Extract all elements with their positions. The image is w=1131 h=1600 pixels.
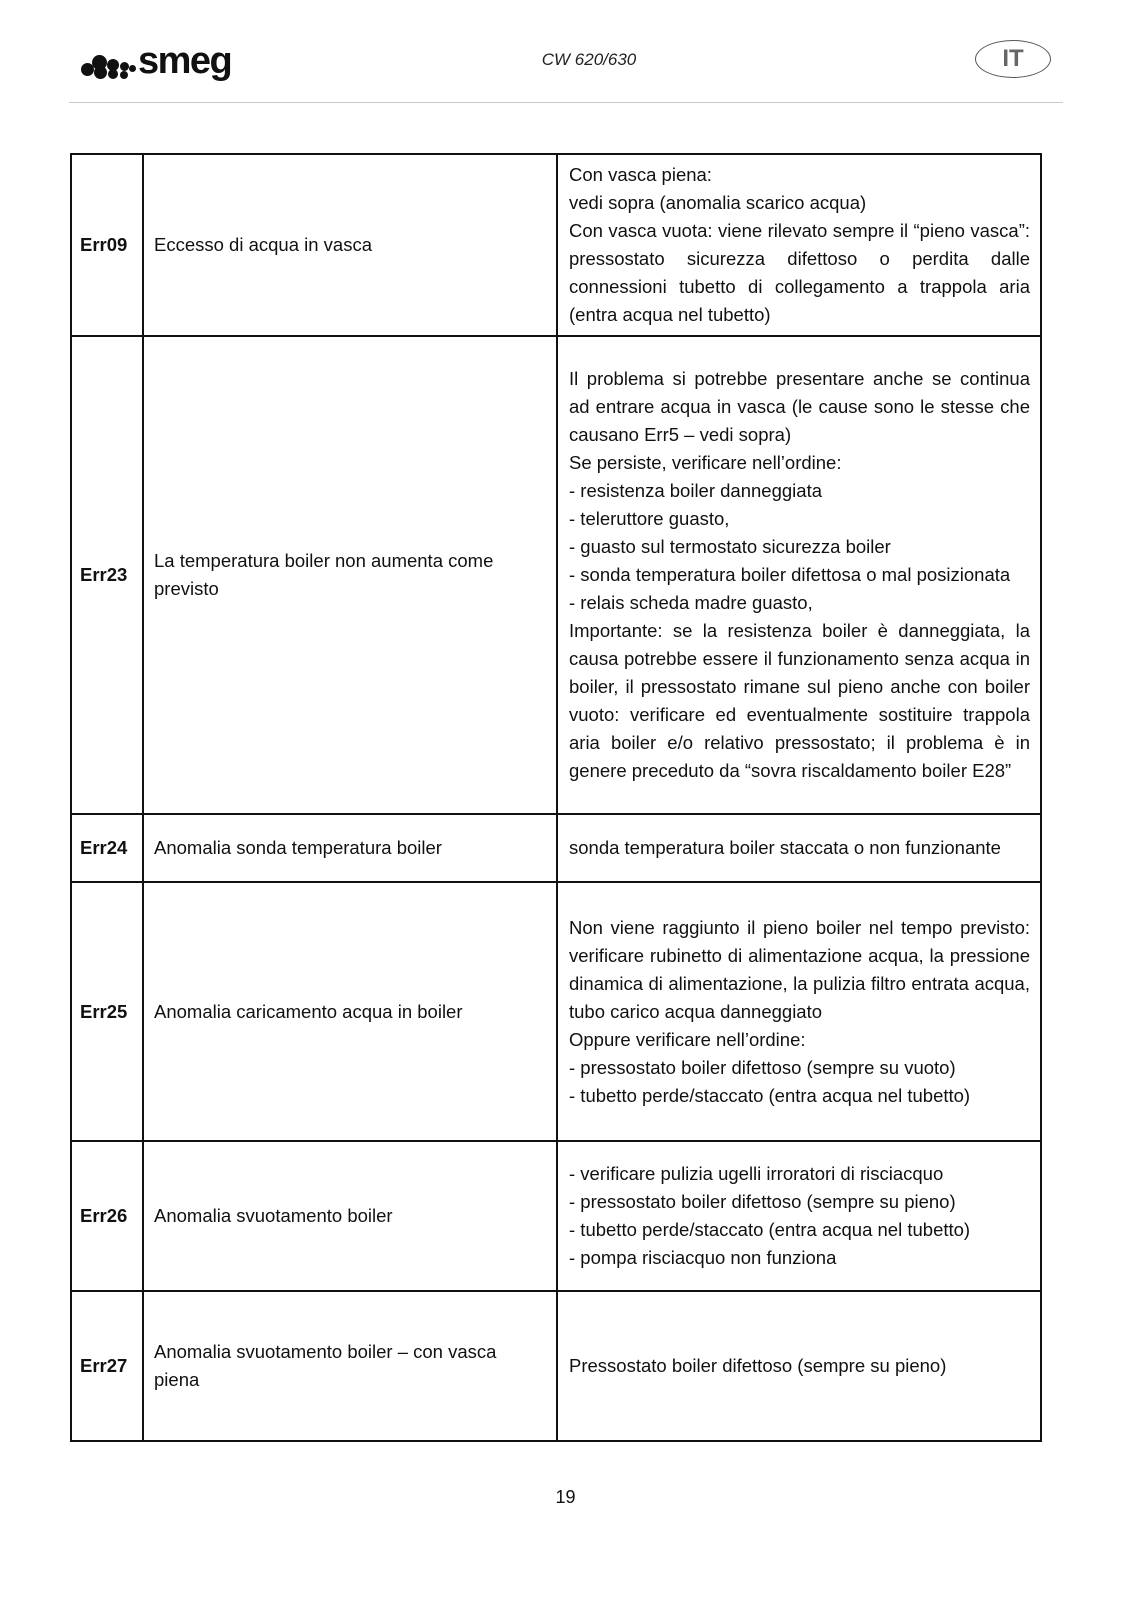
detail-line: - resistenza boiler danneggiata xyxy=(569,480,822,501)
detail-line: Il problema si potrebbe presentare anche se continua ad entrare acqua in vasca (le cause sono le stesse che causano Err5 – vedi sopra) xyxy=(569,368,1030,445)
page-number: 19 xyxy=(555,1487,576,1507)
detail-line: - pompa risciacquo non funziona xyxy=(569,1247,837,1268)
detail-line: - tubetto perde/staccato (entra acqua nel tubetto) xyxy=(569,1084,971,1106)
detail-line: - pressostato boiler difettoso (sempre su pieno) xyxy=(569,1191,956,1212)
table-row xyxy=(71,336,1041,814)
error-code: Err26 xyxy=(71,1141,143,1291)
detail-line: sonda temperatura boiler staccata o non funzionante xyxy=(569,837,1001,858)
detail-line: vedi sopra (anomalia scarico acqua) xyxy=(569,192,867,213)
error-details xyxy=(557,882,1041,1141)
error-details xyxy=(557,336,1041,814)
detail-line: Non viene raggiunto il pieno boiler nel tempo previsto: verificare rubinetto di alimentazione acqua, la pressione dinamica di alimentazione, la pulizia filtro entrata acqua, tubo carico acqua danneggiato xyxy=(569,916,1030,1022)
brand-name: smeg xyxy=(138,40,232,82)
smeg-logo xyxy=(81,40,232,84)
detail-line: Con vasca piena: xyxy=(569,164,712,185)
detail-line: - sonda temperatura boiler difettosa o mal posizionata xyxy=(569,564,1011,585)
error-details xyxy=(557,814,1041,882)
error-code: Err27 xyxy=(71,1291,143,1441)
error-details xyxy=(557,154,1041,336)
logo-dots-icon xyxy=(81,47,137,81)
detail-line: Se persiste, verificare nell’ordine: xyxy=(569,452,842,473)
detail-line: - tubetto perde/staccato (entra acqua nel tubetto) xyxy=(569,1219,971,1240)
detail-line: Oppure verificare nell’ordine: xyxy=(569,1028,806,1050)
error-code: Err23 xyxy=(71,336,143,814)
error-description: Eccesso di acqua in vasca xyxy=(143,154,557,336)
error-description: Anomalia sonda temperatura boiler xyxy=(143,814,557,882)
detail-line: Pressostato boiler difettoso (sempre su pieno) xyxy=(569,1355,947,1376)
detail-line: - pressostato boiler difettoso (sempre su vuoto) xyxy=(569,1056,956,1078)
error-table xyxy=(70,153,1042,1442)
error-details xyxy=(557,1141,1041,1291)
detail-line: Con vasca vuota: viene rilevato sempre il “pieno vasca”: pressostato sicurezza difettoso o perdita dalle connessioni tubetto di collegamento a trappola aria (entra acqua nel tubetto) xyxy=(569,220,1030,325)
model-number: CW 620/630 xyxy=(541,50,637,69)
table-row xyxy=(71,154,1041,336)
detail-line: - guasto sul termostato sicurezza boiler xyxy=(569,536,891,557)
error-description: Anomalia svuotamento boiler xyxy=(143,1141,557,1291)
table-row xyxy=(71,1291,1041,1441)
table-row xyxy=(71,882,1041,1141)
detail-line: Importante: se la resistenza boiler è danneggiata, la causa potrebbe essere il funzionamento senza acqua in boiler, il pressostato rimane sul pieno anche con boiler vuoto: verificare ed eventualmente sostituire trappola aria boiler e/o relativo pressostato; il problema è in genere preceduto da “sovra riscaldamento boiler E28” xyxy=(569,620,1030,781)
error-details xyxy=(557,1291,1041,1441)
header-divider xyxy=(69,102,1063,103)
detail-line: - relais scheda madre guasto, xyxy=(569,592,813,613)
table-row xyxy=(71,1141,1041,1291)
detail-line: - verificare pulizia ugelli irroratori di risciacquo xyxy=(569,1163,944,1184)
error-description: La temperatura boiler non aumenta come previsto xyxy=(143,336,557,814)
error-code: Err25 xyxy=(71,882,143,1141)
error-description: Anomalia caricamento acqua in boiler xyxy=(143,882,557,1141)
error-code: Err09 xyxy=(71,154,143,336)
detail-line: - teleruttore guasto, xyxy=(569,508,730,529)
language-badge: IT xyxy=(975,40,1051,78)
error-code: Err24 xyxy=(71,814,143,882)
error-description: Anomalia svuotamento boiler – con vasca piena xyxy=(143,1291,557,1441)
page-header xyxy=(69,36,1063,104)
table-row xyxy=(71,814,1041,882)
